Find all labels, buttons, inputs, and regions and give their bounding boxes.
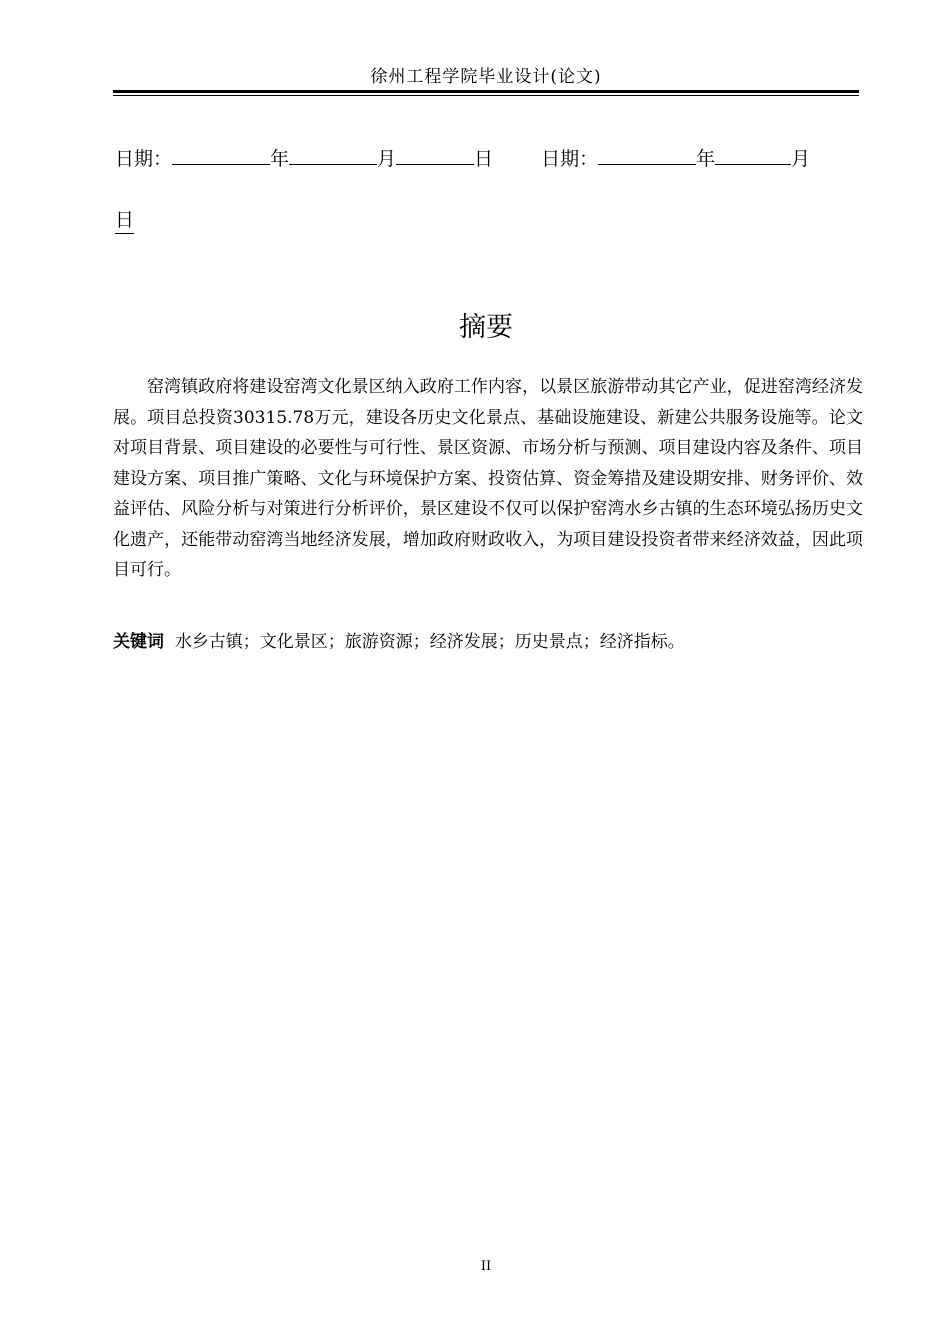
day-blank-1 — [396, 144, 474, 165]
year-blank-2 — [598, 144, 696, 165]
page-header: 徐州工程学院毕业设计(论文) — [370, 67, 602, 87]
header-rule-thin — [113, 95, 859, 96]
day-label-2: 日 — [115, 207, 134, 234]
month-blank-1 — [289, 144, 377, 165]
year-label-2: 年 — [696, 148, 716, 170]
keywords-text: 水乡古镇；文化景区；旅游资源；经济发展；历史景点；经济指标。 — [174, 632, 685, 652]
day-label-1: 日 — [474, 148, 494, 170]
abstract-body: 窑湾镇政府将建设窑湾文化景区纳入政府工作内容，以景区旅游带动其它产业，促进窑湾经济发展。项目总投资30315.78万元，建设各历史文化景点、基础设施建设、新建公共服务设施等。论文对项目背景、项目建设的必要性与可行性、景区资源、市场分析与预测、项目建设内容及条件、项目建设方案、项目推广策略、文化与环境保护方案、投资估算、资金筹措及建设期安排、财务评价、效益评估、风险分析与对策进行分析评价，景区建设不仅可以保护窑湾水乡古镇的生态环境弘扬历史文化遗产，还能带动窑湾当地经济发展，增加政府财政收入，为项目建设投资者带来经济效益，因此项目可行。 — [113, 377, 863, 580]
keywords — [113, 627, 859, 657]
date-label-1: 日期： — [115, 148, 173, 170]
date-line — [115, 144, 859, 172]
header-rule-thick — [113, 90, 859, 93]
month-label-2: 月 — [791, 148, 811, 170]
abstract-title: 摘要 — [459, 312, 513, 343]
page-number: II — [480, 1259, 492, 1274]
year-blank-1 — [172, 144, 270, 165]
year-label-1: 年 — [270, 148, 290, 170]
month-blank-2 — [715, 144, 791, 165]
month-label-1: 月 — [377, 148, 397, 170]
keywords-label: 关键词 — [113, 632, 164, 652]
date-label-2: 日期： — [541, 148, 599, 170]
